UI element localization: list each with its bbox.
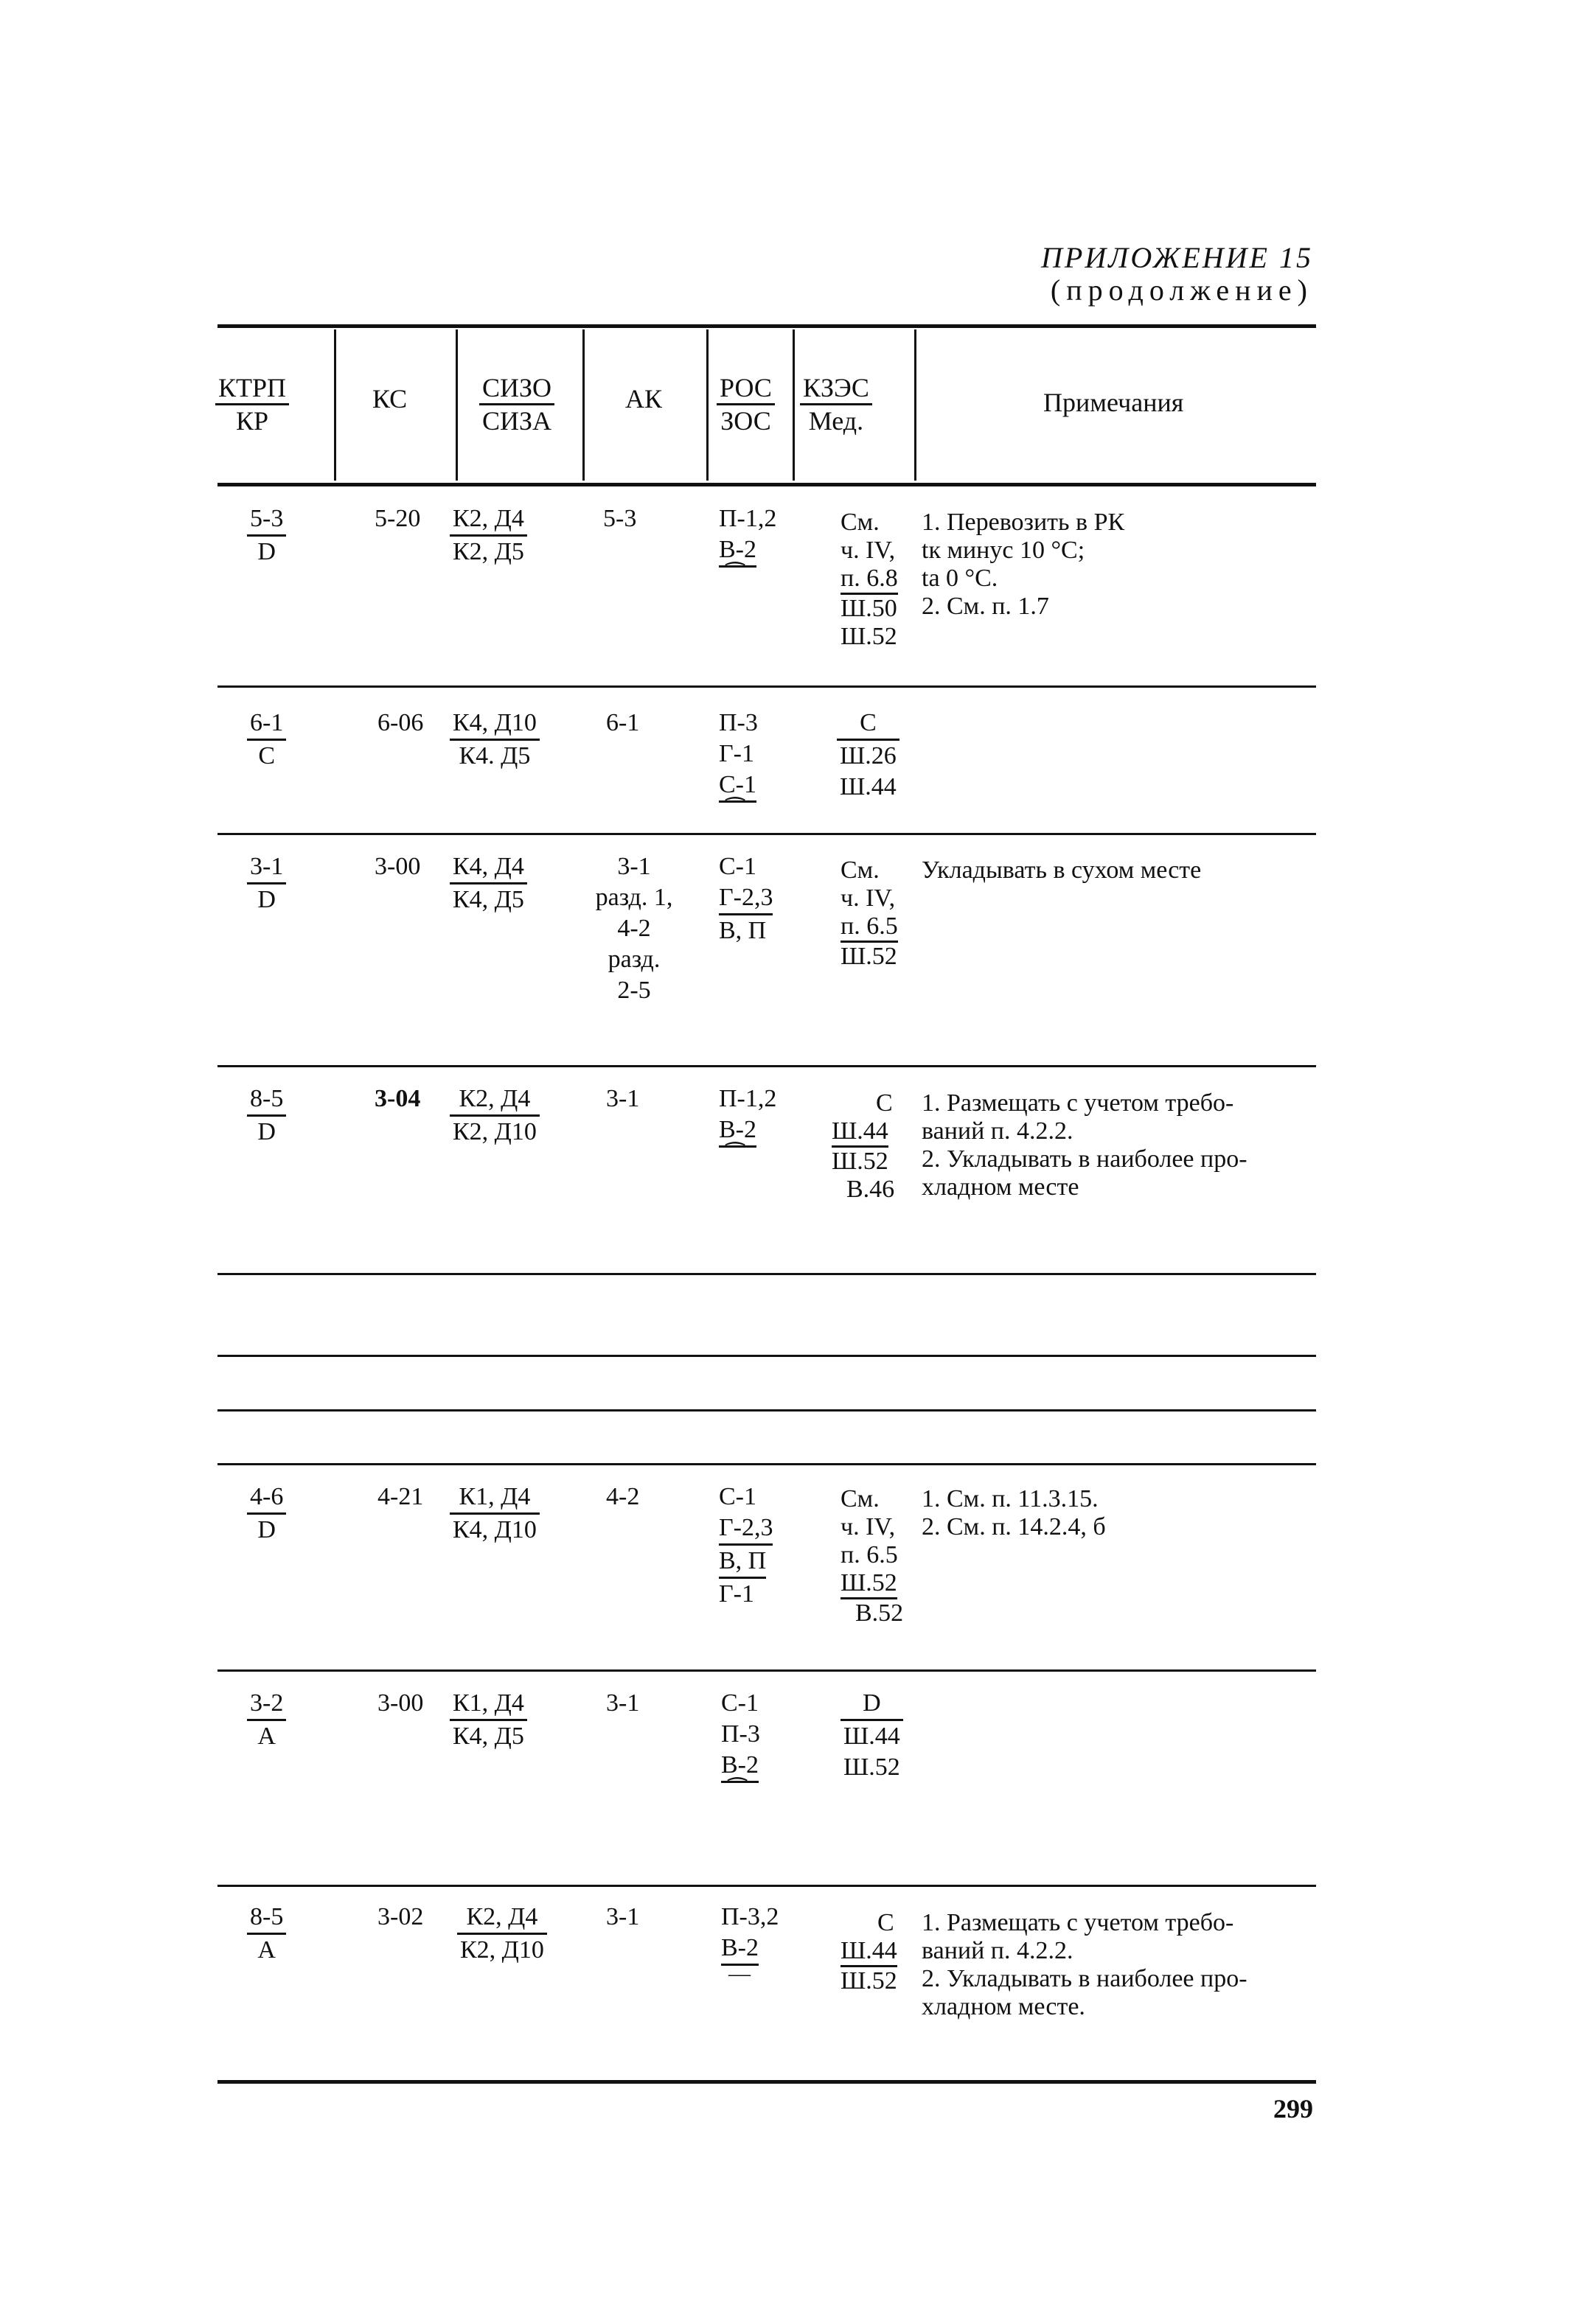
header-sizo-siza	[479, 372, 554, 436]
ktrp-kr-cell	[247, 1688, 286, 1752]
ak-value: 3-1	[606, 1085, 640, 1112]
page-number: 299	[1273, 2094, 1313, 2124]
notes-cell	[922, 1909, 1334, 2021]
note-line: tа 0 °С.	[922, 565, 998, 592]
header-med: Мед.	[808, 406, 864, 436]
notes-cell	[922, 856, 1334, 884]
row-rule	[217, 833, 1316, 835]
siza-value: К4, Д5	[453, 1723, 524, 1750]
kzes-value: См.	[841, 1485, 880, 1512]
ros-cell	[719, 1482, 773, 1610]
kzes-value: Ш.44	[840, 773, 897, 800]
ros-value: В-2	[721, 1933, 759, 1966]
tilde-mark: ⁀	[726, 1143, 745, 1168]
ros-value: В, П	[719, 1546, 766, 1579]
note-line: Укладывать в сухом месте	[922, 856, 1202, 884]
kzes-cell	[837, 708, 899, 803]
ks-value: 3-02	[377, 1903, 424, 1930]
kzes-value: В.46	[846, 1176, 895, 1203]
notes-cell	[922, 1089, 1334, 1201]
ktrp-value: 3-2	[247, 1688, 286, 1721]
header-siza: СИЗА	[482, 406, 552, 436]
kzes-value: ч. IV,	[841, 884, 896, 912]
ros-value: Г-2,3	[719, 882, 773, 915]
ktrp-kr-cell	[247, 1902, 286, 1966]
kzes-cell	[841, 509, 898, 651]
ktrp-kr-cell	[247, 851, 286, 915]
appendix-subtitle: (продолжение)	[1050, 273, 1313, 307]
kzes-cell	[841, 1688, 903, 1783]
kzes-value: п. 6.5	[841, 912, 898, 943]
note-line: 1. Размещать с учетом требо-	[922, 1909, 1234, 1936]
ak-cell	[603, 503, 636, 534]
sizo-value: К2, Д4	[450, 1084, 540, 1117]
kzes-value: Ш.52	[843, 1754, 900, 1781]
appendix-title	[1041, 242, 1313, 307]
sizo-value: К4, Д4	[450, 851, 527, 884]
ros-value: С-1	[719, 770, 756, 803]
kzes-value: Ш.52	[832, 1148, 888, 1175]
ktrp-value: 6-1	[247, 708, 286, 741]
note-line: 2. См. п. 1.7	[922, 593, 1049, 620]
ros-cell	[719, 1084, 777, 1168]
ros-cell	[721, 1688, 760, 1803]
row-rule	[217, 1463, 1316, 1465]
ak-value: 3-1	[606, 1903, 640, 1930]
ktrp-kr-cell	[247, 708, 286, 772]
sizo-siza-cell	[450, 1482, 540, 1546]
header-kzes: КЗЭС	[800, 372, 872, 405]
row-rule	[217, 1885, 1316, 1887]
notes-cell	[922, 1485, 1334, 1541]
sizo-siza-cell	[457, 1902, 547, 1966]
ks-value: 6-06	[377, 709, 424, 736]
kzes-value: Ш.52	[841, 1569, 897, 1599]
header-ks: КС	[372, 384, 408, 413]
ak-cell	[606, 1084, 639, 1114]
ros-value: П-1,2	[719, 1085, 777, 1112]
note-line: 1. См. п. 11.3.15.	[922, 1485, 1099, 1512]
kzes-value: Ш.44	[843, 1723, 900, 1750]
sizo-siza-cell	[450, 708, 540, 772]
row-rule	[217, 1355, 1316, 1357]
ros-cell	[719, 708, 758, 823]
ak-cell	[606, 1688, 639, 1719]
ak-cell	[582, 851, 686, 1006]
header-ros: РОС	[717, 372, 775, 405]
header-divider	[456, 329, 458, 481]
ks-value: 3-04	[375, 1085, 421, 1112]
kzes-value: См.	[841, 509, 880, 536]
note-line: 1. Перевозить в РК	[922, 509, 1125, 536]
ak-value: 3-1	[617, 853, 651, 880]
appendix-title-text: ПРИЛОЖЕНИЕ 15	[1041, 241, 1313, 274]
ktrp-kr-cell	[247, 503, 286, 568]
row-rule	[217, 1669, 1316, 1672]
row-rule	[217, 1409, 1316, 1412]
header-kzes-med	[800, 372, 872, 436]
ros-value: Г-1	[719, 1580, 754, 1608]
kzes-value: С	[837, 708, 899, 741]
note-line: 2. Укладывать в наиболее про-	[922, 1145, 1247, 1173]
row-rule	[217, 1273, 1316, 1275]
ak-value: 4-2	[617, 915, 651, 942]
header-kr: КР	[235, 406, 269, 436]
sizo-value: К2, Д4	[450, 503, 527, 537]
kzes-value: п. 6.5	[841, 1541, 898, 1568]
siza-value: К2, Д5	[453, 538, 524, 565]
note-line: ваний п. 4.2.2.	[922, 1117, 1073, 1145]
note-line: tк минус 10 °С;	[922, 537, 1085, 564]
ak-value: разд.	[608, 946, 661, 973]
kzes-cell	[841, 856, 898, 971]
table-top-rule	[217, 324, 1316, 328]
note-line: 1. Размещать с учетом требо-	[922, 1089, 1234, 1117]
ros-value: В-2	[721, 1750, 759, 1783]
ros-value: Г-1	[719, 740, 754, 767]
ak-value: 5-3	[603, 505, 637, 532]
kzes-cell	[832, 1089, 894, 1204]
tilde-mark: —	[728, 1961, 751, 1986]
header-ktrp-kr	[215, 372, 289, 436]
ks-value: 5-20	[375, 505, 421, 532]
ros-value: С-1	[721, 1689, 759, 1717]
siza-value: К4. Д5	[459, 742, 531, 770]
sizo-value: К1, Д4	[450, 1482, 540, 1515]
kzes-cell	[841, 1485, 903, 1627]
header-divider	[334, 329, 336, 481]
ak-value: 6-1	[606, 709, 640, 736]
kzes-value: Ш.50	[841, 595, 897, 622]
header-ak: АК	[625, 384, 663, 413]
header-bottom-rule	[217, 483, 1316, 486]
kr-value: D	[257, 538, 276, 565]
kzes-value: п. 6.8	[841, 565, 898, 595]
ak-value: 2-5	[617, 977, 651, 1004]
kr-value: D	[257, 886, 276, 913]
kzes-value: ч. IV,	[841, 537, 896, 564]
kzes-value: С	[876, 1089, 893, 1117]
ros-value: П-3	[719, 709, 758, 736]
ktrp-value: 3-1	[247, 851, 286, 884]
kr-value: D	[257, 1516, 276, 1543]
kr-value: А	[257, 1936, 276, 1964]
ros-value: С-1	[719, 853, 756, 880]
row-rule	[217, 1065, 1316, 1067]
ros-value: Г-2,3	[719, 1512, 773, 1546]
siza-value: К4, Д5	[453, 886, 524, 913]
notes-cell	[922, 509, 1334, 621]
kr-value: D	[257, 1118, 276, 1145]
ros-cell	[719, 851, 773, 946]
note-line: хладном месте	[922, 1173, 1079, 1201]
ks-value: 3-00	[377, 1689, 424, 1717]
note-line: 2. Укладывать в наиболее про-	[922, 1965, 1247, 1992]
ktrp-kr-cell	[247, 1084, 286, 1148]
kzes-value: Ш.44	[832, 1117, 888, 1148]
ak-cell	[606, 1482, 639, 1512]
kr-value: С	[258, 742, 275, 770]
sizo-siza-cell	[450, 1084, 540, 1148]
tilde-mark: ⁀	[726, 798, 745, 823]
ktrp-value: 8-5	[247, 1084, 286, 1117]
sizo-siza-cell	[450, 503, 527, 568]
header-ktrp: КТРП	[215, 372, 289, 405]
kzes-value: Ш.26	[840, 742, 897, 770]
kzes-value: ч. IV,	[841, 1513, 896, 1540]
ktrp-kr-cell	[247, 1482, 286, 1546]
ros-value: П-3	[721, 1720, 760, 1748]
kzes-value: Ш.44	[841, 1937, 897, 1967]
ak-cell	[606, 708, 639, 739]
sizo-value: К4, Д10	[450, 708, 540, 741]
ros-value: С-1	[719, 1483, 756, 1510]
header-divider	[914, 329, 916, 481]
header-divider	[582, 329, 585, 481]
sizo-siza-cell	[450, 851, 527, 915]
header-divider	[706, 329, 709, 481]
ros-value: В-2	[719, 534, 756, 568]
note-line: ваний п. 4.2.2.	[922, 1937, 1073, 1964]
ak-value: 4-2	[606, 1483, 640, 1510]
ros-value: В, П	[719, 917, 767, 944]
siza-value: К2, Д10	[453, 1118, 537, 1145]
kzes-value: Ш.52	[841, 943, 897, 970]
header-sizo: СИЗО	[479, 372, 554, 405]
header-ros-zos	[717, 372, 775, 436]
table-bottom-rule	[217, 2080, 1316, 2084]
ak-cell	[606, 1902, 639, 1933]
ak-value: 3-1	[606, 1689, 640, 1717]
ktrp-value: 4-6	[247, 1482, 286, 1515]
ros-cell	[719, 503, 777, 587]
tilde-mark: ⁀	[726, 563, 745, 587]
kzes-value: D	[841, 1688, 903, 1721]
ros-cell	[721, 1902, 779, 1986]
siza-value: К2, Д10	[460, 1936, 544, 1964]
note-line: 2. См. п. 14.2.4, б	[922, 1513, 1106, 1540]
ks-value: 3-00	[375, 853, 421, 880]
ros-value: П-1,2	[719, 505, 777, 532]
kzes-value: См.	[841, 856, 880, 884]
ks-value: 4-21	[377, 1483, 424, 1510]
header-notes: Примечания	[1043, 388, 1184, 417]
tilde-mark: ⁀	[728, 1779, 747, 1803]
row-rule	[217, 685, 1316, 688]
ak-value: разд. 1,	[595, 884, 673, 911]
ros-value: В-2	[719, 1114, 756, 1148]
ktrp-value: 8-5	[247, 1902, 286, 1935]
siza-value: К4, Д10	[453, 1516, 537, 1543]
kzes-value: Ш.52	[841, 623, 897, 650]
ktrp-value: 5-3	[247, 503, 286, 537]
kzes-value: С	[877, 1909, 894, 1936]
header-divider	[793, 329, 795, 481]
ros-value: П-3,2	[721, 1903, 779, 1930]
kzes-cell	[841, 1909, 897, 1995]
sizo-value: К1, Д4	[450, 1688, 527, 1721]
header-zos: ЗОС	[720, 406, 771, 436]
kr-value: А	[257, 1723, 276, 1750]
kzes-value: Ш.52	[841, 1967, 897, 1995]
sizo-value: К2, Д4	[457, 1902, 547, 1935]
kzes-value: В.52	[855, 1599, 904, 1627]
note-line: хладном месте.	[922, 1993, 1085, 2020]
sizo-siza-cell	[450, 1688, 527, 1752]
